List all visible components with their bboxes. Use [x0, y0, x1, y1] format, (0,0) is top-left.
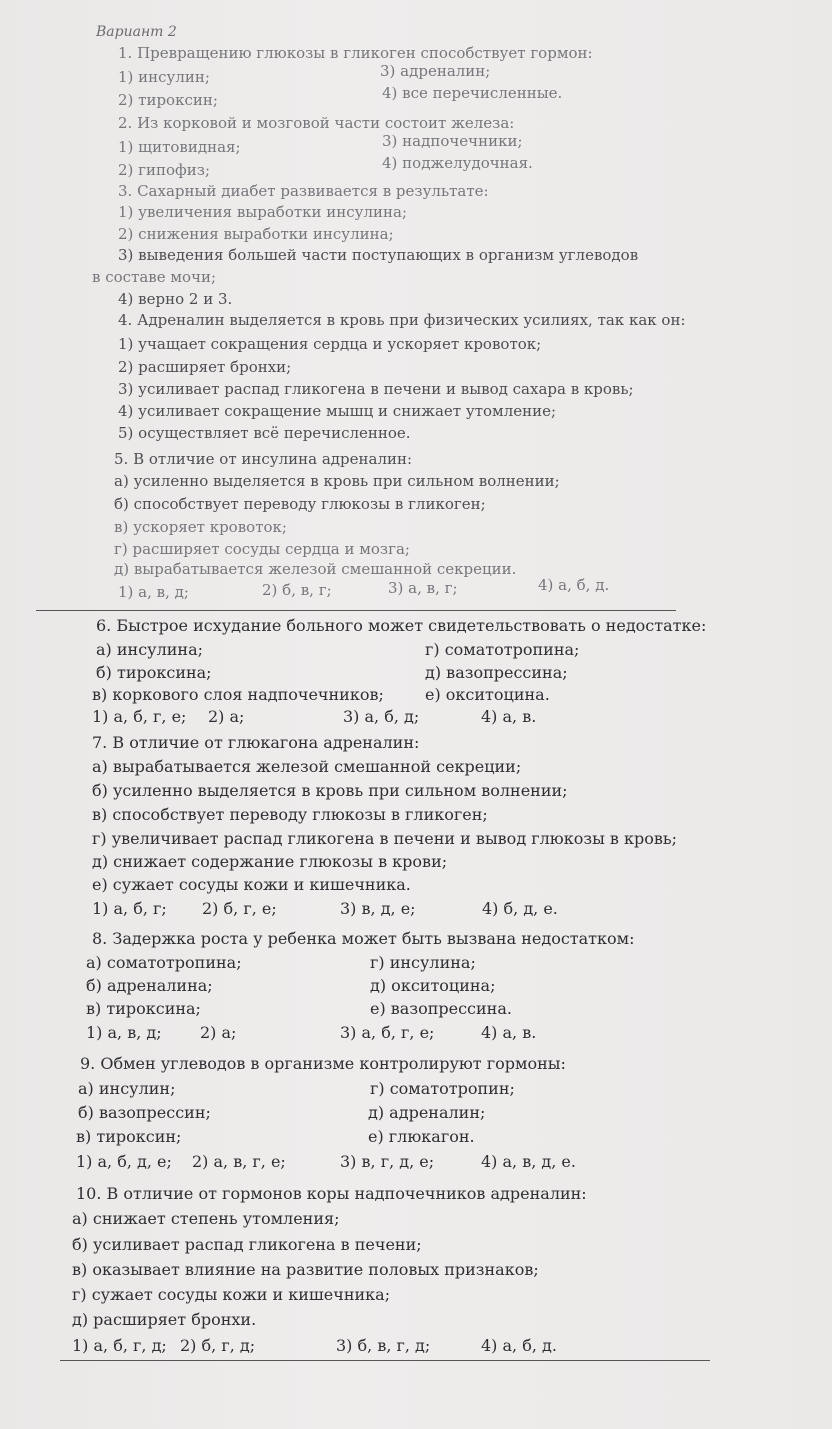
question-5-title: 5. В отличие от инсулина адреналин: — [114, 450, 413, 468]
question-7-answer-2: 2) б, г, е; — [202, 899, 277, 918]
question-10-answer-1: 1) а, б, г, д; — [72, 1336, 167, 1355]
question-2-option-2: 2) гипофиз; — [118, 161, 211, 179]
question-10-option-c: в) оказывает влияние на развитие половых признаков; — [72, 1260, 539, 1279]
question-6-option-e: д) вазопрессина; — [425, 663, 568, 682]
question-6-answer-1: 1) а, б, г, е; — [92, 707, 187, 726]
question-2-title: 2. Из корковой и мозговой части состоит железа: — [118, 114, 515, 132]
bottom-underline — [60, 1360, 710, 1361]
question-6-answer-4: 4) а, в. — [481, 707, 537, 726]
question-6-option-c: в) коркового слоя надпочечников; — [92, 685, 384, 704]
question-1-option-3: 3) адреналин; — [380, 62, 491, 80]
question-6-answer-3: 3) а, б, д; — [343, 707, 420, 726]
question-5-option-b: б) способствует переводу глюкозы в гликоген; — [114, 495, 486, 513]
question-9-option-b: б) вазопрессин; — [78, 1103, 211, 1122]
question-8-answer-4: 4) а, в. — [481, 1023, 537, 1042]
question-10-option-e: д) расширяет бронхи. — [72, 1310, 257, 1329]
question-8-option-a: а) соматотропина; — [86, 953, 242, 972]
question-6-title: 6. Быстрое исхудание больного может свидетельствовать о недостатке: — [96, 616, 707, 635]
question-9-answer-3: 3) в, г, д, е; — [340, 1152, 435, 1171]
question-7-option-f: е) сужает сосуды кожи и кишечника. — [92, 875, 411, 894]
question-10-option-a: а) снижает степень утомления; — [72, 1209, 340, 1228]
question-8-answer-2: 2) а; — [200, 1023, 237, 1042]
question-7-answer-4: 4) б, д, е. — [482, 899, 558, 918]
question-6-option-a: а) инсулина; — [96, 640, 203, 659]
question-6-option-f: е) окситоцина. — [425, 685, 550, 704]
question-8-option-b: б) адреналина; — [86, 976, 213, 995]
question-8-answer-1: 1) а, в, д; — [86, 1023, 162, 1042]
question-7-answer-1: 1) а, б, г; — [92, 899, 167, 918]
question-3-option-2: 2) снижения выработки инсулина; — [118, 225, 394, 243]
question-9-option-c: в) тироксин; — [76, 1127, 182, 1146]
question-9-option-f: е) глюкагон. — [368, 1127, 475, 1146]
question-7-answer-3: 3) в, д, е; — [340, 899, 416, 918]
question-4-option-4: 4) усиливает сокращение мышц и снижает утомление; — [118, 402, 557, 420]
question-10-option-d: г) сужает сосуды кожи и кишечника; — [72, 1285, 391, 1304]
question-5-answer-1: 1) а, в, д; — [118, 583, 189, 601]
question-1-option-4: 4) все перечисленные. — [382, 84, 563, 102]
question-6-answer-2: 2) а; — [208, 707, 245, 726]
question-2-option-3: 3) надпочечники; — [382, 132, 523, 150]
question-5-option-c: в) ускоряет кровоток; — [114, 518, 287, 536]
question-3-option-4: 4) верно 2 и 3. — [118, 290, 233, 308]
question-10-answer-4: 4) а, б, д. — [481, 1336, 557, 1355]
question-8-answer-3: 3) а, б, г, е; — [340, 1023, 435, 1042]
question-9-option-e: д) адреналин; — [368, 1103, 486, 1122]
question-9-answer-1: 1) а, б, д, е; — [76, 1152, 172, 1171]
question-7-title: 7. В отличие от глюкагона адреналин: — [92, 733, 420, 752]
question-4-title: 4. Адреналин выделяется в кровь при физических усилиях, так как он: — [118, 311, 686, 329]
question-8-title: 8. Задержка роста у ребенка может быть вызвана недостатком: — [92, 929, 635, 948]
question-4-option-1: 1) учащает сокращения сердца и ускоряет кровоток; — [118, 335, 542, 353]
question-5-option-a: а) усиленно выделяется в кровь при сильном волнении; — [114, 472, 560, 490]
question-2-option-4: 4) поджелудочная. — [382, 154, 533, 172]
question-5-answer-4: 4) а, б, д. — [538, 576, 610, 594]
question-5-answer-3: 3) а, в, г; — [388, 579, 458, 597]
question-1-title: 1. Превращению глюкозы в гликоген способствует гормон: — [118, 44, 593, 62]
question-10-answer-2: 2) б, г, д; — [180, 1336, 256, 1355]
variant-heading: Вариант 2 — [96, 24, 177, 40]
question-7-option-c: в) способствует переводу глюкозы в гликоген; — [92, 805, 488, 824]
question-9-answer-2: 2) а, в, г, е; — [192, 1152, 286, 1171]
question-4-option-3: 3) усиливает распад гликогена в печени и вывод сахара в кровь; — [118, 380, 634, 398]
question-6-option-d: г) соматотропина; — [425, 640, 580, 659]
question-8-option-f: е) вазопрессина. — [370, 999, 512, 1018]
question-6-option-b: б) тироксина; — [96, 663, 212, 682]
question-3-option-3: 3) выведения большей части поступающих в организм углеводов — [118, 246, 639, 264]
section-divider-line — [36, 610, 676, 611]
question-5-option-e: д) вырабатывается железой смешанной секреции. — [114, 560, 517, 578]
question-3-option-1: 1) увеличения выработки инсулина; — [118, 203, 408, 221]
question-7-option-b: б) усиленно выделяется в кровь при сильном волнении; — [92, 781, 568, 800]
question-1-option-1: 1) инсулин; — [118, 68, 210, 86]
question-9-answer-4: 4) а, в, д, е. — [481, 1152, 576, 1171]
question-5-option-d: г) расширяет сосуды сердца и мозга; — [114, 540, 410, 558]
question-9-option-d: г) соматотропин; — [370, 1079, 515, 1098]
question-1-option-2: 2) тироксин; — [118, 91, 218, 109]
question-3-title: 3. Сахарный диабет развивается в результате: — [118, 182, 489, 200]
question-2-option-1: 1) щитовидная; — [118, 138, 241, 156]
question-8-option-c: в) тироксина; — [86, 999, 201, 1018]
question-7-option-d: г) увеличивает распад гликогена в печени и вывод глюкозы в кровь; — [92, 829, 677, 848]
question-8-option-d: г) инсулина; — [370, 953, 476, 972]
question-9-title: 9. Обмен углеводов в организме контролируют гормоны: — [80, 1054, 566, 1073]
question-10-title: 10. В отличие от гормонов коры надпочечников адреналин: — [76, 1184, 587, 1203]
question-4-option-5: 5) осуществляет всё перечисленное. — [118, 424, 411, 442]
question-8-option-e: д) окситоцина; — [370, 976, 496, 995]
question-9-option-a: а) инсулин; — [78, 1079, 176, 1098]
question-10-option-b: б) усиливает распад гликогена в печени; — [72, 1235, 422, 1254]
question-5-answer-2: 2) б, в, г; — [262, 581, 332, 599]
question-7-option-e: д) снижает содержание глюкозы в крови; — [92, 852, 448, 871]
question-4-option-2: 2) расширяет бронхи; — [118, 358, 292, 376]
question-10-answer-3: 3) б, в, г, д; — [336, 1336, 431, 1355]
question-7-option-a: а) вырабатывается железой смешанной секреции; — [92, 757, 522, 776]
question-3-option-3-continued: в составе мочи; — [92, 268, 217, 286]
